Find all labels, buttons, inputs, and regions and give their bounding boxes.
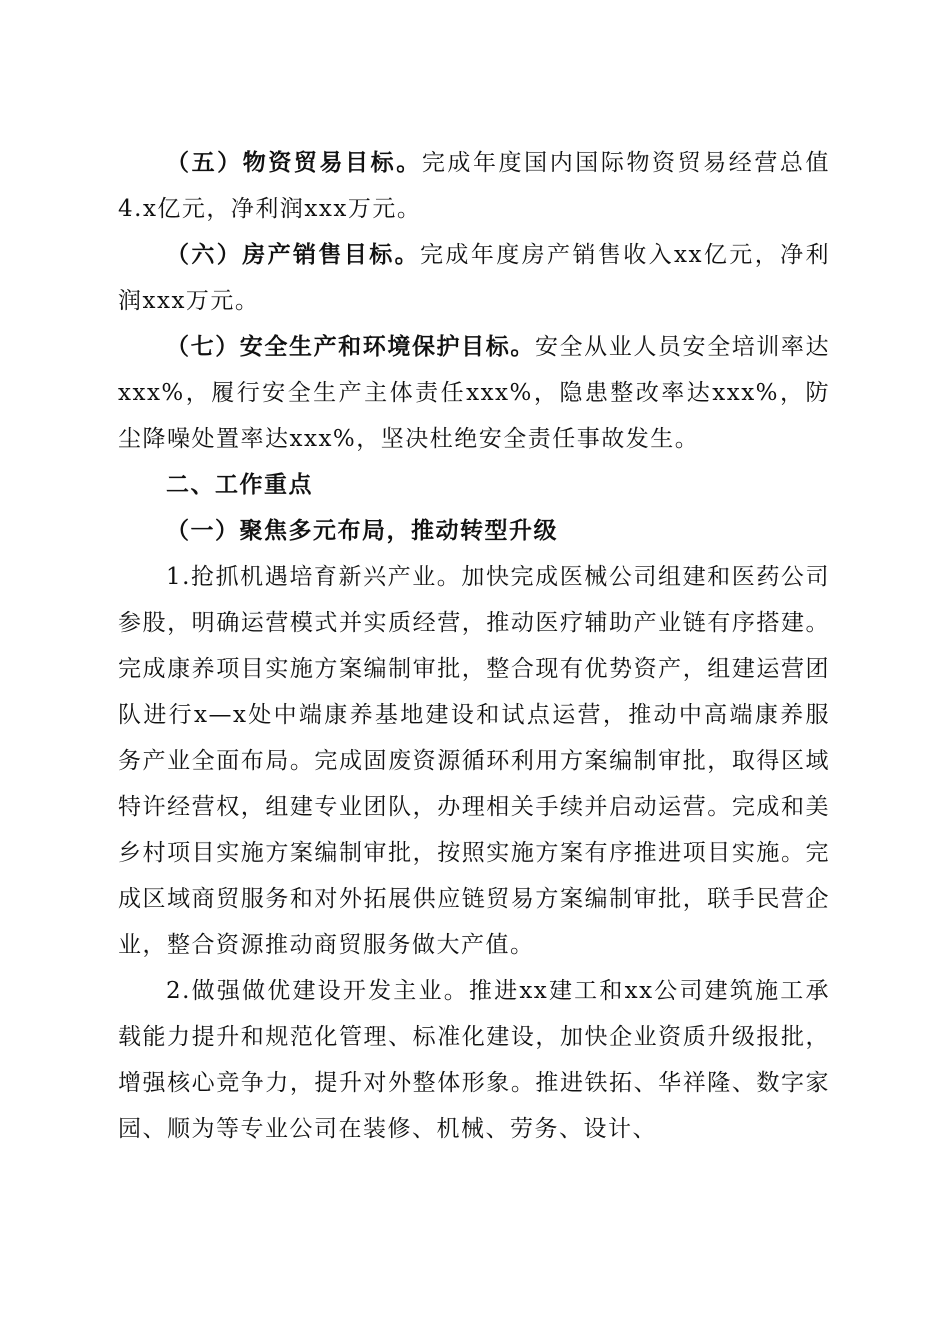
paragraph-safety-environment-target <box>118 324 830 462</box>
section-heading: 二、工作重点 <box>166 472 313 498</box>
list-item-construction-development: 2.做强做优建设开发主业。推进xx建工和xx公司建筑施工承载能力提升和规范化管理、标准化建设，加快企业资质升级报批，增强核心竞争力，提升对外整体形象。推进铁拓、华祥隆、数字家园、顺为等专业公司在装修、机械、劳务、设计、 <box>118 978 830 1142</box>
paragraph-lead: （五）物资贸易目标。 <box>166 149 422 176</box>
subsection-heading: （一）聚焦多元布局，推动转型升级 <box>166 517 558 544</box>
document-body <box>118 140 830 1152</box>
paragraph-text: 完成年度国内国际物资贸易经营总值4.x亿元，净利润xxx万元。 <box>118 150 831 222</box>
paragraph-lead: （六）房产销售目标。 <box>166 241 421 268</box>
paragraph-material-trade-target <box>118 140 830 232</box>
paragraph-lead: （七）安全生产和环境保护目标。 <box>166 333 535 360</box>
paragraph-text: 安全从业人员安全培训率达xxx%，履行安全生产主体责任xxx%，隐患整改率达xxx%，防尘降噪处置率达xxx%，坚决杜绝安全责任事故发生。 <box>118 334 831 452</box>
paragraph-text: 完成年度房产销售收入xx亿元，净利润xxx万元。 <box>118 242 831 314</box>
list-item-emerging-industries: 1.抢抓机遇培育新兴产业。加快完成医械公司组建和医药公司参股，明确运营模式并实质经营，推动医疗辅助产业链有序搭建。完成康养项目实施方案编制审批，整合现有优势资产，组建运营团队进行x—x处中端康养基地建设和试点运营，推动中高端康养服务产业全面布局。完成固废资源循环利用方案编制审批，取得区域特许经营权，组建专业团队，办理相关手续并启动运营。完成和美乡村项目实施方案编制审批，按照实施方案有序推进项目实施。完成区域商贸服务和对外拓展供应链贸易方案编制审批，联手民营企业，整合资源推动商贸服务做大产值。 <box>118 564 830 958</box>
paragraph-property-sales-target <box>118 232 830 324</box>
